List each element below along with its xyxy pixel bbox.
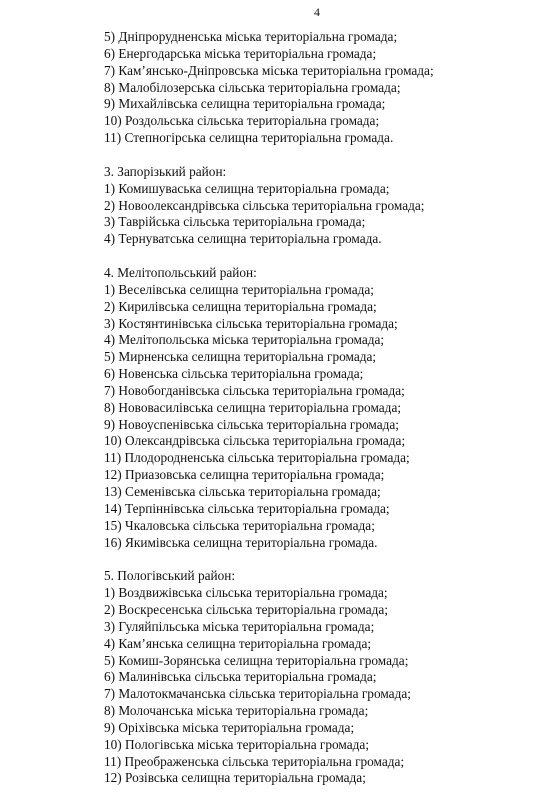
list-item: 3) Гуляйпільська міська територіальна громада; [104, 618, 375, 634]
list-item: 14) Терпіннівська сільська територіальна громада; [104, 500, 390, 516]
list-item: 16) Якимівська селищна територіальна громада. [104, 534, 378, 550]
district-heading: 3. Запорізький район: [104, 163, 227, 179]
list-item: 3) Таврійська сільська територіальна громада; [104, 214, 366, 230]
list-item: 7) Малотокмачанська сільська територіальна громада; [104, 686, 411, 702]
list-item: 11) Степногірська селищна територіальна громада. [104, 130, 394, 146]
district-heading: 5. Пологівський район: [104, 568, 236, 584]
list-item: 11) Плодородненська сільська територіальна громада; [104, 450, 410, 466]
list-item: 8) Малобілозерська сільська територіальна громада; [104, 79, 401, 95]
district-heading: 4. Мелітопольський район: [104, 264, 257, 280]
list-item: 8) Нововасилівська селищна територіальна громада; [104, 399, 402, 415]
page-number: 4 [314, 5, 320, 19]
list-item: 2) Кирилівська селищна територіальна громада; [104, 298, 377, 314]
list-item: 1) Веселівська селищна територіальна громада; [104, 281, 374, 297]
list-item: 9) Оріхівська міська територіальна громада; [104, 719, 355, 735]
list-item: 7) Новобогданівська сільська територіальна громада; [104, 382, 405, 398]
list-item: 4) Мелітопольська міська територіальна громада; [104, 332, 385, 348]
list-item: 15) Чкаловська сільська територіальна громада; [104, 517, 375, 533]
list-item: 12) Розівська селищна територіальна громада; [104, 770, 366, 786]
list-item: 12) Приазовська селищна територіальна громада; [104, 467, 385, 483]
list-item: 6) Енергодарська міська територіальна громада; [104, 45, 377, 61]
list-item: 8) Молочанська міська територіальна громада; [104, 703, 369, 718]
list-item: 6) Малинівська сільська територіальна громада; [104, 669, 377, 685]
list-item: 10) Олександрівська сільська територіальна громада; [104, 433, 406, 449]
list-item: 2) Новоолександрівська сільська територіальна громада; [104, 197, 425, 213]
list-item: 4) Тернуватська селищна територіальна громада. [104, 231, 382, 247]
list-item: 5) Дніпрорудненська міська територіальна громада; [104, 29, 398, 44]
list-item: 2) Воскресенська сільська територіальна громада; [104, 601, 389, 617]
list-item: 13) Семенівська сільська територіальна громада; [104, 484, 381, 499]
list-item: 1) Воздвижівська сільська територіальна громада; [104, 585, 388, 601]
list-item: 10) Роздольська сільська територіальна громада; [104, 113, 380, 129]
list-item: 9) Новоуспенівська сільська територіальна громада; [104, 416, 400, 432]
list-item: 5) Комиш-Зорянська селищна територіальна громада; [104, 652, 409, 668]
list-item: 7) Кам’янсько-Дніпровська міська територіальна громада; [104, 62, 434, 78]
list-item: 5) Мирненська селищна територіальна громада; [104, 349, 377, 365]
list-item: 3) Костянтинівська сільська територіальна громада; [104, 315, 398, 331]
list-item: 4) Кам’янська селищна територіальна громада; [104, 635, 372, 651]
list-item: 9) Михайлівська селищна територіальна громада; [104, 96, 386, 112]
list-item: 10) Пологівська міська територіальна громада; [104, 736, 370, 752]
list-item: 6) Новенська сільська територіальна громада; [104, 366, 364, 381]
list-item: 11) Преображенська сільська територіальна громада; [104, 753, 405, 769]
list-item: 1) Комишуваська селищна територіальна громада; [104, 180, 390, 196]
